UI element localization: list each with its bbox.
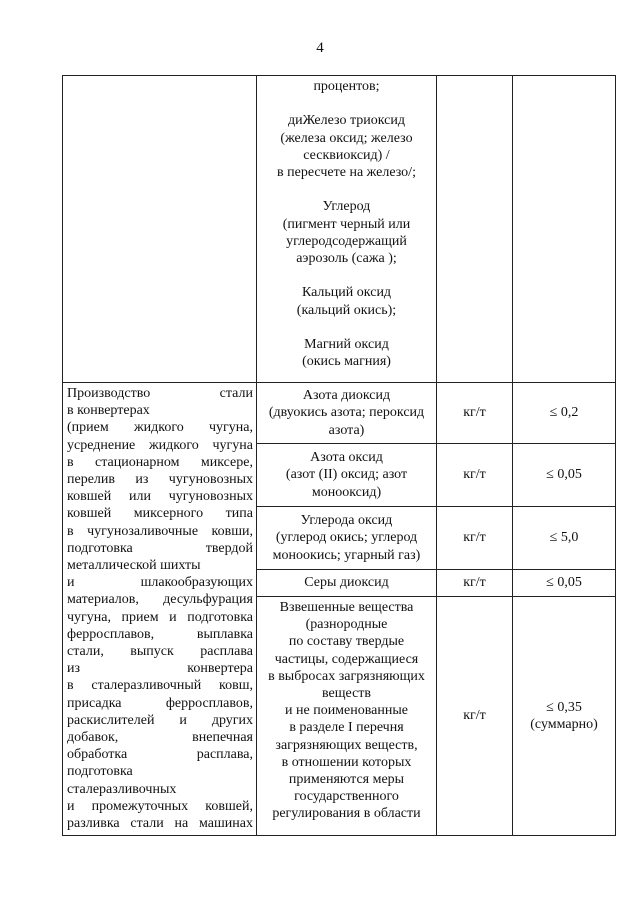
text-line: раскислителей и других	[67, 712, 253, 728]
unit-cell	[437, 570, 513, 597]
text-line: в отношении которых	[281, 754, 412, 770]
unit-cell	[437, 507, 513, 570]
text-line: (двуокись азота; пероксид	[268, 405, 425, 421]
pollutant-name	[257, 447, 436, 503]
value-note: (суммарно)	[530, 717, 598, 732]
text-line: и не поименованные	[285, 703, 408, 719]
text-line: Кальций оксид	[301, 285, 392, 301]
text-line: частицы, содержащиеся	[274, 651, 419, 667]
unit-text: кг/т	[463, 467, 486, 483]
text-line: из конвертера	[67, 661, 253, 677]
text-line: Азота оксид	[310, 450, 383, 466]
unit-text: кг/т	[463, 530, 486, 546]
text-line: по составу твердые	[288, 634, 405, 650]
text-line: ковшей миксерного типа	[67, 506, 253, 522]
text-line: (пигмент черный или	[282, 216, 411, 232]
pollutant-name	[257, 385, 436, 441]
text-line: сталеразливочных	[67, 781, 177, 797]
text-line: углеродсодержащий	[286, 233, 407, 249]
pollutant-cell	[257, 76, 437, 383]
text-line: Углерода оксид	[300, 513, 393, 529]
text-line: в пересчете на железо/;	[277, 165, 416, 180]
value-text: ≤ 0,05	[546, 575, 582, 591]
text-line: в сталеразливочный ковш,	[67, 678, 253, 694]
table-row	[63, 383, 616, 444]
text-line: (прием жидкого чугуна,	[67, 420, 253, 436]
pollutant-cell	[257, 597, 437, 836]
pollutant-cell	[257, 383, 437, 444]
value-text: ≤ 0,05	[546, 467, 582, 483]
text-line: применяются меры	[288, 772, 405, 788]
unit-cell-empty	[437, 76, 513, 383]
value-text: ≤ 5,0	[549, 530, 579, 546]
text-line: Серы диоксид	[304, 575, 389, 591]
text-line: материалов, десульфурация	[67, 592, 253, 608]
text-line	[259, 95, 434, 112]
text-line: Азота диоксид	[302, 388, 391, 404]
page-number: 4	[316, 40, 324, 56]
text-line: Углерод	[322, 199, 371, 215]
value-cell	[513, 570, 616, 597]
text-line	[259, 267, 434, 284]
text-line: (железа оксид; железо	[280, 130, 413, 146]
pollutant-name	[257, 597, 436, 825]
unit-cell	[437, 383, 513, 444]
text-line: и промежуточных ковшей,	[67, 798, 253, 814]
emission-standards-table	[62, 75, 616, 836]
table-row	[63, 76, 616, 383]
text-line: веществ	[321, 686, 372, 702]
text-line: разливка стали на машинах	[67, 816, 253, 832]
text-line	[259, 181, 434, 198]
text-line: процентов;	[313, 79, 380, 94]
text-line: и шлакообразующих	[67, 575, 253, 591]
process-cell-empty	[63, 76, 257, 383]
text-line: (окись магния)	[302, 354, 391, 370]
process-description-cell	[63, 383, 257, 836]
text-line: перелив из чугуновозных	[67, 472, 253, 488]
text-line: монооксид)	[311, 484, 382, 500]
value-cell	[513, 444, 616, 507]
text-line: сесквиоксид) /	[303, 147, 390, 163]
text-line: в выбросах загрязняющих	[268, 668, 425, 684]
text-line: ковшей или чугуновозных	[67, 489, 253, 505]
text-line: диЖелезо триоксид	[287, 113, 406, 129]
text-line: в стационарном миксере,	[67, 454, 253, 470]
pollutant-list	[257, 76, 436, 372]
unit-cell	[437, 444, 513, 507]
text-line: аэрозоль (сажа );	[296, 251, 397, 266]
text-line: (азот (II) оксид; азот	[285, 467, 408, 483]
text-line: азота)	[328, 422, 365, 438]
process-description	[63, 383, 256, 832]
pollutant-cell	[257, 507, 437, 570]
text-line: государственного	[294, 789, 399, 805]
text-line: моноокись; угарный газ)	[272, 547, 421, 563]
text-line: чугуна, прием и подготовка	[67, 609, 253, 625]
text-line: (разнородные	[305, 617, 388, 633]
unit-text: кг/т	[463, 708, 486, 724]
text-line: обработка расплава,	[67, 747, 253, 763]
unit-text: кг/т	[463, 575, 486, 591]
text-line: (кальций окись);	[296, 302, 397, 318]
text-line: регулирования в области	[272, 806, 421, 822]
text-line: Взвешенные вещества	[279, 600, 414, 615]
value-cell	[513, 597, 616, 836]
text-line: подготовка твердой	[67, 540, 253, 556]
text-line: ферросплавов, выплавка	[67, 626, 253, 642]
text-line: металлической шихты	[67, 558, 201, 574]
text-line: (углерод окись; углерод	[275, 530, 418, 546]
value-text: ≤ 0,35	[546, 699, 582, 715]
pollutant-cell	[257, 570, 437, 597]
text-line: в чугунозаливочные ковши,	[67, 523, 253, 539]
text-line: загрязняющих веществ,	[275, 737, 418, 753]
value-text: ≤ 0,2	[549, 405, 579, 421]
text-line: в конвертерах	[67, 403, 150, 419]
pollutant-cell	[257, 444, 437, 507]
unit-cell	[437, 597, 513, 836]
value-cell	[513, 507, 616, 570]
text-line: усреднение жидкого чугуна	[67, 437, 253, 453]
value-cell-empty	[513, 76, 616, 383]
text-line: Производство стали	[67, 386, 253, 401]
text-line	[259, 319, 434, 336]
unit-text: кг/т	[463, 405, 486, 421]
text-line: в разделе I перечня	[289, 720, 404, 736]
pollutant-name	[257, 572, 436, 593]
text-line: Магний оксид	[304, 336, 389, 352]
pollutant-name	[257, 510, 436, 566]
text-line: добавок, внепечная	[67, 730, 253, 746]
text-line: присадка ферросплавов,	[67, 695, 253, 711]
value-cell	[513, 383, 616, 444]
text-line: подготовка	[67, 764, 133, 780]
text-line: стали, выпуск расплава	[67, 644, 253, 660]
